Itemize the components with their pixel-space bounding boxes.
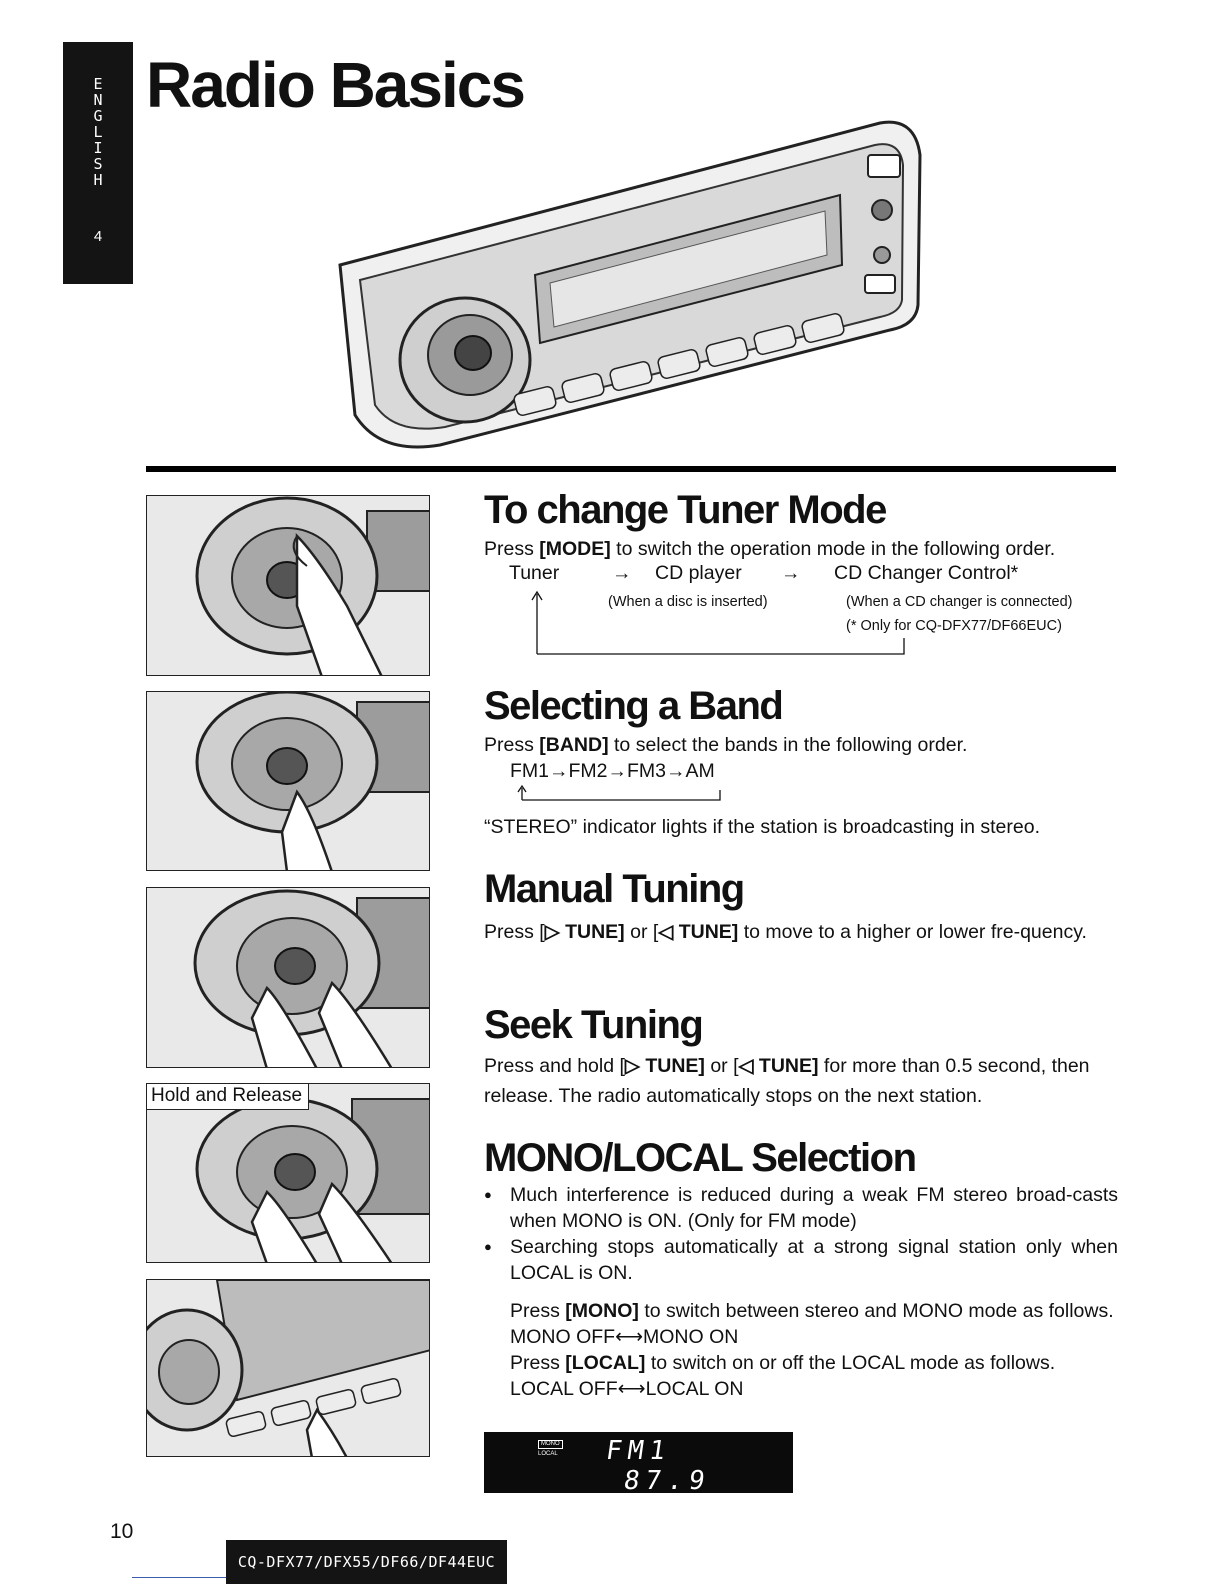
local-bullet: ● Searching stops automatically at a strong signal station only when LOCAL is ON. bbox=[484, 1234, 1118, 1286]
lcd-readout bbox=[600, 1436, 797, 1496]
photo-tune-buttons bbox=[146, 887, 430, 1068]
photo-band-button bbox=[146, 691, 430, 871]
seek-tuning-instructions: Press and hold [▷ TUNE] or [◁ TUNE] for more than 0.5 second, then release. The radio automatically stops on the next station. bbox=[484, 1055, 1090, 1107]
language-letters: E N G L I S H bbox=[93, 75, 103, 189]
footer-rule bbox=[132, 1577, 228, 1578]
tuner-mode-instructions: Press [MODE] to switch the operation mode in the following order. bbox=[484, 538, 1056, 560]
lcd-frequency: 87.9 bbox=[621, 1466, 713, 1496]
mono-local-illustration bbox=[147, 1280, 430, 1457]
mono-key: [MONO] bbox=[565, 1300, 639, 1322]
mono-instructions: Press [MONO] to switch between stereo and MONO mode as follows. bbox=[510, 1300, 1114, 1322]
hold-release-illustration bbox=[147, 1084, 430, 1263]
photo-hold-release bbox=[146, 1083, 430, 1263]
mono-bullet: ● Much interference is reduced during a weak FM stereo broad-casts when MONO is ON. (Only for FM mode) bbox=[484, 1182, 1118, 1234]
tuner-mode-flow: Tuner → CD player → CD Changer Control* (When a disc is inserted) (When a CD changer is connected) (* Only for CQ-DFX77/DF66EUC) bbox=[484, 562, 1124, 662]
mode-key: [MODE] bbox=[539, 538, 611, 560]
band-heading: Selecting a Band bbox=[484, 684, 783, 728]
tune-press-illustration bbox=[147, 888, 430, 1068]
section-band bbox=[484, 684, 1124, 840]
band-press-illustration bbox=[147, 692, 430, 871]
stereo-note: “STEREO” indicator lights if the station is broadcasting in stereo. bbox=[484, 816, 1040, 838]
lcd-band: FM1 bbox=[604, 1436, 674, 1466]
hold-release-label: Hold and Release bbox=[147, 1084, 309, 1110]
language-tab bbox=[63, 42, 133, 284]
page-title: Radio Basics bbox=[146, 49, 524, 121]
tuner-mode-heading: To change Tuner Mode bbox=[484, 488, 886, 532]
lcd-display bbox=[484, 1432, 793, 1496]
local-indicator: LOCAL bbox=[538, 1451, 558, 1457]
mono-indicator: MONO bbox=[538, 1440, 563, 1449]
band-instructions: Press [BAND] to select the bands in the following order. bbox=[484, 734, 968, 756]
section-seek-tuning bbox=[484, 1003, 1124, 1111]
section-tuner-mode bbox=[484, 488, 1124, 562]
mono-local-heading: MONO/LOCAL Selection bbox=[484, 1136, 916, 1180]
band-key: [BAND] bbox=[539, 734, 609, 756]
section-divider bbox=[146, 466, 1116, 472]
manual-tuning-heading: Manual Tuning bbox=[484, 867, 744, 911]
language-page-number: 4 bbox=[93, 228, 103, 245]
seek-tuning-heading: Seek Tuning bbox=[484, 1003, 703, 1047]
band-loop-arrow bbox=[510, 784, 740, 802]
local-key: [LOCAL] bbox=[565, 1352, 646, 1374]
loop-back-arrow bbox=[530, 590, 910, 656]
page-number: 10 bbox=[110, 1520, 134, 1543]
car-stereo-illustration bbox=[320, 115, 930, 455]
photo-mode-button bbox=[146, 495, 430, 676]
section-mono-local bbox=[484, 1136, 1118, 1402]
mono-flow: MONO OFF⟷MONO ON bbox=[510, 1326, 739, 1348]
section-manual-tuning bbox=[484, 867, 1124, 948]
mode-press-illustration bbox=[147, 496, 430, 676]
manual-tuning-instructions: Press [▷ TUNE] or [◁ TUNE] to move to a higher or lower fre-quency. bbox=[484, 921, 1087, 943]
footer-model-number: CQ-DFX77/DFX55/DF66/DF44EUC bbox=[226, 1540, 507, 1584]
band-flow: FM1→FM2→FM3→AM bbox=[510, 760, 715, 782]
local-instructions: Press [LOCAL] to switch on or off the LOCAL mode as follows. bbox=[510, 1352, 1056, 1374]
photo-mono-local bbox=[146, 1279, 430, 1457]
local-flow: LOCAL OFF⟷LOCAL ON bbox=[510, 1378, 744, 1400]
lcd-indicators bbox=[538, 1440, 563, 1458]
